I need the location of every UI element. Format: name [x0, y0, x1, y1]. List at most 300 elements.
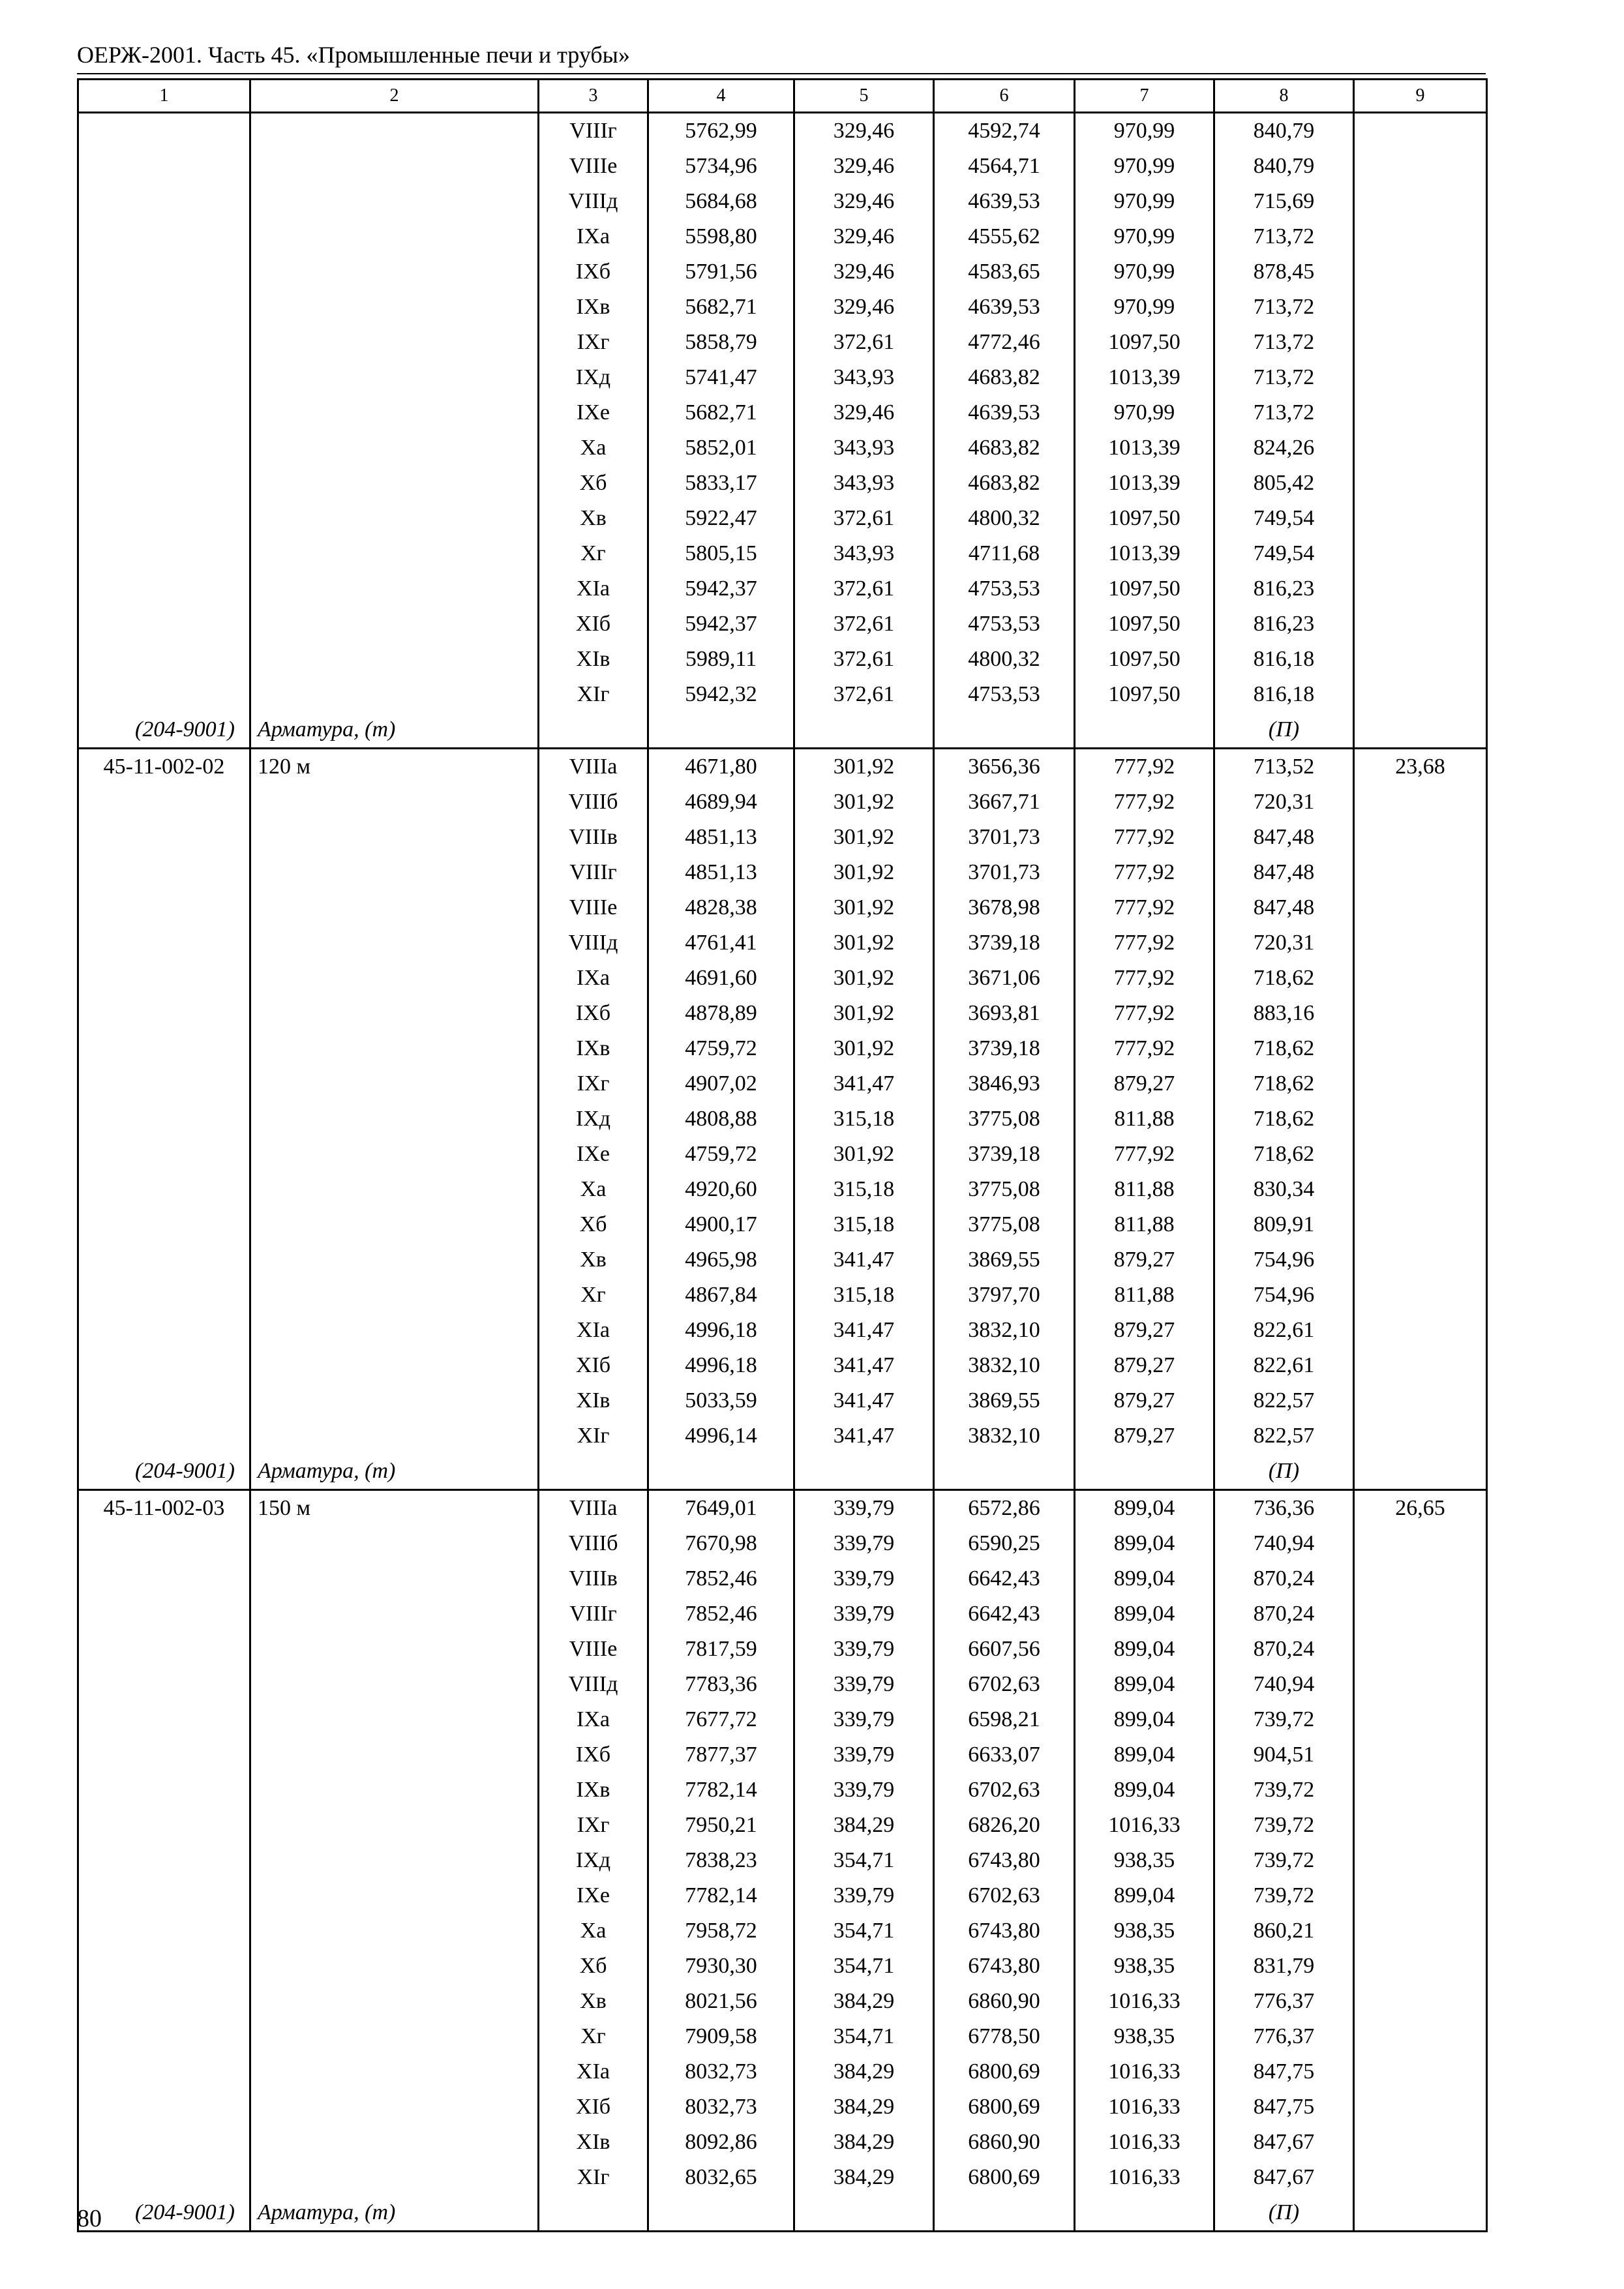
- rate-name-cell: [250, 1702, 539, 1737]
- wages-cell: 354,71: [794, 1843, 934, 1878]
- rate-name-cell: [250, 1278, 539, 1313]
- zone-cell: IXг: [539, 1808, 648, 1843]
- operator-wages-cell: 899,04: [1075, 1632, 1214, 1667]
- materials-cost-cell: 847,75: [1214, 2054, 1354, 2089]
- column-header: 1: [78, 80, 250, 113]
- resource-name-cell: Арматура, (т): [250, 712, 539, 749]
- rate-name-cell: [250, 1878, 539, 1913]
- direct-cost-cell: 5791,56: [648, 254, 794, 290]
- direct-cost-cell: 8032,65: [648, 2160, 794, 2195]
- table-row: [78, 1313, 1487, 1348]
- table-row: [78, 1949, 1487, 1984]
- materials-cost-cell: 715,69: [1214, 184, 1354, 219]
- rate-code-cell: [78, 1773, 250, 1808]
- wages-cell: 341,47: [794, 1383, 934, 1418]
- table-row: [78, 1172, 1487, 1207]
- materials-cost-cell: 754,96: [1214, 1278, 1354, 1313]
- rate-code-cell: [78, 1596, 250, 1632]
- machine-cost-cell: 6598,21: [934, 1702, 1075, 1737]
- labor-cost-cell: [1354, 466, 1487, 501]
- zone-cell: VIIIе: [539, 1632, 648, 1667]
- machine-cost-cell: 4639,53: [934, 184, 1075, 219]
- machine-cost-cell: 6860,90: [934, 1984, 1075, 2019]
- materials-cost-cell: 830,34: [1214, 1172, 1354, 1207]
- rate-name-cell: [250, 1526, 539, 1561]
- wages-cell: 315,18: [794, 1101, 934, 1137]
- table-row: [78, 1843, 1487, 1878]
- rate-name-cell: [250, 642, 539, 677]
- operator-wages-cell: 1097,50: [1075, 325, 1214, 360]
- direct-cost-cell: 7838,23: [648, 1843, 794, 1878]
- rate-code-cell: [78, 1702, 250, 1737]
- zone-cell: Xа: [539, 1913, 648, 1949]
- direct-cost-cell: 5682,71: [648, 395, 794, 430]
- wages-cell: 329,46: [794, 113, 934, 149]
- zone-cell: XIв: [539, 2125, 648, 2160]
- direct-cost-cell: 4867,84: [648, 1278, 794, 1313]
- rate-code-cell: [78, 1242, 250, 1278]
- rate-name-cell: [250, 1313, 539, 1348]
- machine-cost-cell: 6702,63: [934, 1773, 1075, 1808]
- zone-cell: IXг: [539, 1066, 648, 1101]
- materials-cost-cell: 749,54: [1214, 536, 1354, 571]
- rate-code-cell: [78, 1737, 250, 1773]
- materials-cost-cell: 840,79: [1214, 149, 1354, 184]
- labor-cost-cell: [1354, 996, 1487, 1031]
- table-row: [78, 855, 1487, 890]
- table-row: [78, 1561, 1487, 1596]
- machine-cost-cell: 3832,10: [934, 1348, 1075, 1383]
- labor-cost-cell: [1354, 1596, 1487, 1632]
- operator-wages-cell: 1016,33: [1075, 1984, 1214, 2019]
- machine-cost-cell: 3671,06: [934, 961, 1075, 996]
- labor-cost-cell: [1354, 1632, 1487, 1667]
- table-row: [78, 290, 1487, 325]
- zone-cell: VIIIд: [539, 184, 648, 219]
- direct-cost-cell: 5833,17: [648, 466, 794, 501]
- rate-name-cell: [250, 219, 539, 254]
- machine-cost-cell: 3656,36: [934, 749, 1075, 785]
- labor-cost-cell: [1354, 2054, 1487, 2089]
- resource-class-cell: (П): [1214, 1454, 1354, 1490]
- rate-code-cell: 45-11-002-02: [78, 749, 250, 785]
- materials-cost-cell: 713,72: [1214, 395, 1354, 430]
- direct-cost-cell: 4759,72: [648, 1031, 794, 1066]
- labor-cost-cell: [1354, 1984, 1487, 2019]
- machine-cost-cell: 4753,53: [934, 571, 1075, 606]
- machine-cost-cell: 4564,71: [934, 149, 1075, 184]
- direct-cost-cell: 7950,21: [648, 1808, 794, 1843]
- empty-cell: [539, 1454, 648, 1490]
- materials-cost-cell: 904,51: [1214, 1737, 1354, 1773]
- rate-name-cell: [250, 1101, 539, 1137]
- machine-cost-cell: 4753,53: [934, 677, 1075, 712]
- materials-cost-cell: 713,52: [1214, 749, 1354, 785]
- machine-cost-cell: 3832,10: [934, 1418, 1075, 1454]
- table-row: [78, 1632, 1487, 1667]
- zone-cell: XIб: [539, 606, 648, 642]
- wages-cell: 372,61: [794, 642, 934, 677]
- materials-cost-cell: 847,48: [1214, 890, 1354, 925]
- group-footer-row: [78, 1454, 1487, 1490]
- labor-cost-cell: [1354, 1313, 1487, 1348]
- labor-cost-cell: [1354, 219, 1487, 254]
- materials-cost-cell: 840,79: [1214, 113, 1354, 149]
- direct-cost-cell: 7677,72: [648, 1702, 794, 1737]
- rate-name-cell: [250, 2054, 539, 2089]
- materials-cost-cell: 816,18: [1214, 677, 1354, 712]
- table-row: [78, 325, 1487, 360]
- labor-cost-cell: [1354, 113, 1487, 149]
- labor-cost-cell: [1354, 395, 1487, 430]
- direct-cost-cell: 4920,60: [648, 1172, 794, 1207]
- table-row: [78, 820, 1487, 855]
- rate-code-cell: [78, 1949, 250, 1984]
- wages-cell: 339,79: [794, 1526, 934, 1561]
- zone-cell: IXв: [539, 1773, 648, 1808]
- labor-cost-cell: [1354, 430, 1487, 466]
- zone-cell: VIIIб: [539, 1526, 648, 1561]
- zone-cell: IXб: [539, 996, 648, 1031]
- operator-wages-cell: 777,92: [1075, 890, 1214, 925]
- operator-wages-cell: 1013,39: [1075, 360, 1214, 395]
- operator-wages-cell: 1016,33: [1075, 1808, 1214, 1843]
- machine-cost-cell: 6778,50: [934, 2019, 1075, 2054]
- wages-cell: 339,79: [794, 1737, 934, 1773]
- table-row: [78, 1490, 1487, 1527]
- machine-cost-cell: 6743,80: [934, 1949, 1075, 1984]
- rate-code-cell: [78, 1913, 250, 1949]
- operator-wages-cell: 899,04: [1075, 1878, 1214, 1913]
- wages-cell: 372,61: [794, 501, 934, 536]
- machine-cost-cell: 6702,63: [934, 1667, 1075, 1702]
- wages-cell: 339,79: [794, 1667, 934, 1702]
- zone-cell: VIIIе: [539, 149, 648, 184]
- labor-cost-cell: [1354, 1949, 1487, 1984]
- direct-cost-cell: 7852,46: [648, 1596, 794, 1632]
- materials-cost-cell: 822,57: [1214, 1418, 1354, 1454]
- labor-cost-cell: [1354, 1526, 1487, 1561]
- operator-wages-cell: 777,92: [1075, 855, 1214, 890]
- rate-code-cell: [78, 113, 250, 149]
- materials-cost-cell: 713,72: [1214, 219, 1354, 254]
- zone-cell: VIIIб: [539, 785, 648, 820]
- zone-cell: IXе: [539, 1137, 648, 1172]
- rate-code-cell: [78, 2125, 250, 2160]
- zone-cell: XIб: [539, 1348, 648, 1383]
- wages-cell: 315,18: [794, 1278, 934, 1313]
- page-header-title: ОЕРЖ-2001. Часть 45. «Промышленные печи и трубы»: [77, 42, 630, 68]
- table-row: [78, 1702, 1487, 1737]
- materials-cost-cell: 740,94: [1214, 1526, 1354, 1561]
- table-row: [78, 254, 1487, 290]
- rate-name-cell: 150 м: [250, 1490, 539, 1527]
- wages-cell: 301,92: [794, 785, 934, 820]
- direct-cost-cell: 4671,80: [648, 749, 794, 785]
- machine-cost-cell: 3797,70: [934, 1278, 1075, 1313]
- machine-cost-cell: 4711,68: [934, 536, 1075, 571]
- column-header: 4: [648, 80, 794, 113]
- zone-cell: Xв: [539, 501, 648, 536]
- table-row: [78, 571, 1487, 606]
- labor-cost-cell: [1354, 325, 1487, 360]
- labor-cost-cell: [1354, 2019, 1487, 2054]
- direct-cost-cell: 4996,18: [648, 1313, 794, 1348]
- direct-cost-cell: 5942,32: [648, 677, 794, 712]
- rate-name-cell: [250, 1808, 539, 1843]
- zone-cell: IXд: [539, 360, 648, 395]
- zone-cell: IXб: [539, 1737, 648, 1773]
- wages-cell: 343,93: [794, 430, 934, 466]
- table-row: [78, 360, 1487, 395]
- machine-cost-cell: 3701,73: [934, 820, 1075, 855]
- operator-wages-cell: 1016,33: [1075, 2160, 1214, 2195]
- wages-cell: 339,79: [794, 1632, 934, 1667]
- table-header: [78, 80, 1487, 113]
- machine-cost-cell: 6702,63: [934, 1878, 1075, 1913]
- zone-cell: XIв: [539, 1383, 648, 1418]
- operator-wages-cell: 970,99: [1075, 113, 1214, 149]
- rate-name-cell: [250, 360, 539, 395]
- materials-cost-cell: 824,26: [1214, 430, 1354, 466]
- materials-cost-cell: 805,42: [1214, 466, 1354, 501]
- column-number-row: [78, 80, 1487, 113]
- table-row: [78, 2089, 1487, 2125]
- rate-code-cell: [78, 1561, 250, 1596]
- materials-cost-cell: 739,72: [1214, 1773, 1354, 1808]
- zone-cell: VIIIг: [539, 1596, 648, 1632]
- materials-cost-cell: 720,31: [1214, 785, 1354, 820]
- rate-name-cell: [250, 1949, 539, 1984]
- materials-cost-cell: 870,24: [1214, 1561, 1354, 1596]
- operator-wages-cell: 899,04: [1075, 1667, 1214, 1702]
- direct-cost-cell: 4996,14: [648, 1418, 794, 1454]
- labor-cost-cell: [1354, 1913, 1487, 1949]
- column-header: 7: [1075, 80, 1214, 113]
- machine-cost-cell: 4800,32: [934, 642, 1075, 677]
- machine-cost-cell: 6642,43: [934, 1561, 1075, 1596]
- materials-cost-cell: 878,45: [1214, 254, 1354, 290]
- empty-cell: [539, 712, 648, 749]
- materials-cost-cell: 822,61: [1214, 1313, 1354, 1348]
- rate-code-cell: [78, 395, 250, 430]
- operator-wages-cell: 970,99: [1075, 184, 1214, 219]
- operator-wages-cell: 811,88: [1075, 1278, 1214, 1313]
- operator-wages-cell: 777,92: [1075, 961, 1214, 996]
- machine-cost-cell: 3869,55: [934, 1242, 1075, 1278]
- operator-wages-cell: 899,04: [1075, 1773, 1214, 1808]
- wages-cell: 354,71: [794, 2019, 934, 2054]
- table-row: [78, 536, 1487, 571]
- operator-wages-cell: 811,88: [1075, 1207, 1214, 1242]
- wages-cell: 354,71: [794, 1913, 934, 1949]
- rate-code-cell: [78, 219, 250, 254]
- materials-cost-cell: 739,72: [1214, 1702, 1354, 1737]
- labor-cost-cell: [1354, 2089, 1487, 2125]
- machine-cost-cell: 6826,20: [934, 1808, 1075, 1843]
- labor-cost-cell: [1354, 1418, 1487, 1454]
- direct-cost-cell: 7670,98: [648, 1526, 794, 1561]
- rate-name-cell: [250, 820, 539, 855]
- operator-wages-cell: 938,35: [1075, 1913, 1214, 1949]
- machine-cost-cell: 3667,71: [934, 785, 1075, 820]
- direct-cost-cell: 4691,60: [648, 961, 794, 996]
- table-body: [78, 113, 1487, 2232]
- wages-cell: 384,29: [794, 2089, 934, 2125]
- zone-cell: XIа: [539, 571, 648, 606]
- zone-cell: Xг: [539, 1278, 648, 1313]
- materials-cost-cell: 822,61: [1214, 1348, 1354, 1383]
- labor-cost-cell: 26,65: [1354, 1490, 1487, 1527]
- rate-name-cell: [250, 961, 539, 996]
- direct-cost-cell: 8092,86: [648, 2125, 794, 2160]
- machine-cost-cell: 6642,43: [934, 1596, 1075, 1632]
- rate-code-cell: [78, 961, 250, 996]
- direct-cost-cell: 5852,01: [648, 430, 794, 466]
- rate-name-cell: [250, 2125, 539, 2160]
- direct-cost-cell: 5989,11: [648, 642, 794, 677]
- rate-code-cell: 45-11-002-03: [78, 1490, 250, 1527]
- operator-wages-cell: 811,88: [1075, 1101, 1214, 1137]
- materials-cost-cell: 870,24: [1214, 1632, 1354, 1667]
- rate-name-cell: [250, 1632, 539, 1667]
- resource-code-cell: (204-9001): [78, 2195, 250, 2232]
- zone-cell: Xв: [539, 1984, 648, 2019]
- operator-wages-cell: 879,27: [1075, 1313, 1214, 1348]
- zone-cell: Xг: [539, 536, 648, 571]
- table-row: [78, 1066, 1487, 1101]
- machine-cost-cell: 6800,69: [934, 2054, 1075, 2089]
- machine-cost-cell: 6572,86: [934, 1490, 1075, 1527]
- rate-name-cell: [250, 1242, 539, 1278]
- direct-cost-cell: 4900,17: [648, 1207, 794, 1242]
- operator-wages-cell: 899,04: [1075, 1526, 1214, 1561]
- rate-name-cell: [250, 395, 539, 430]
- table-row: [78, 961, 1487, 996]
- rate-name-cell: [250, 149, 539, 184]
- wages-cell: 339,79: [794, 1773, 934, 1808]
- labor-cost-cell: [1354, 1207, 1487, 1242]
- rate-code-cell: [78, 1843, 250, 1878]
- labor-cost-cell: [1354, 925, 1487, 961]
- zone-cell: IXв: [539, 1031, 648, 1066]
- machine-cost-cell: 6633,07: [934, 1737, 1075, 1773]
- wages-cell: 339,79: [794, 1561, 934, 1596]
- table-row: [78, 1667, 1487, 1702]
- rate-code-cell: [78, 466, 250, 501]
- labor-cost-cell: [1354, 677, 1487, 712]
- table-row: [78, 2125, 1487, 2160]
- table-row: [78, 677, 1487, 712]
- machine-cost-cell: 3775,08: [934, 1207, 1075, 1242]
- labor-cost-cell: [1354, 536, 1487, 571]
- table-row: [78, 1278, 1487, 1313]
- empty-cell: [1075, 1454, 1214, 1490]
- wages-cell: 301,92: [794, 890, 934, 925]
- machine-cost-cell: 3701,73: [934, 855, 1075, 890]
- operator-wages-cell: 899,04: [1075, 1561, 1214, 1596]
- table-row: [78, 642, 1487, 677]
- labor-cost-cell: [1354, 1242, 1487, 1278]
- materials-cost-cell: 776,37: [1214, 2019, 1354, 2054]
- table-row: [78, 1737, 1487, 1773]
- table-row: [78, 925, 1487, 961]
- rate-code-cell: [78, 254, 250, 290]
- wages-cell: 384,29: [794, 2160, 934, 2195]
- labor-cost-cell: [1354, 1172, 1487, 1207]
- empty-cell: [934, 712, 1075, 749]
- materials-cost-cell: 831,79: [1214, 1949, 1354, 1984]
- direct-cost-cell: 5033,59: [648, 1383, 794, 1418]
- wages-cell: 339,79: [794, 1490, 934, 1527]
- zone-cell: IXа: [539, 961, 648, 996]
- operator-wages-cell: 1016,33: [1075, 2089, 1214, 2125]
- rate-name-cell: [250, 325, 539, 360]
- empty-cell: [648, 1454, 794, 1490]
- materials-cost-cell: 754,96: [1214, 1242, 1354, 1278]
- direct-cost-cell: 4828,38: [648, 890, 794, 925]
- wages-cell: 329,46: [794, 254, 934, 290]
- wages-cell: 329,46: [794, 395, 934, 430]
- table-row: [78, 2019, 1487, 2054]
- labor-cost-cell: [1354, 1843, 1487, 1878]
- wages-cell: 341,47: [794, 1348, 934, 1383]
- wages-cell: 341,47: [794, 1313, 934, 1348]
- wages-cell: 372,61: [794, 677, 934, 712]
- labor-cost-cell: [1354, 1383, 1487, 1418]
- operator-wages-cell: 879,27: [1075, 1383, 1214, 1418]
- operator-wages-cell: 777,92: [1075, 1137, 1214, 1172]
- rate-name-cell: [250, 430, 539, 466]
- direct-cost-cell: 7649,01: [648, 1490, 794, 1527]
- rate-name-cell: [250, 1913, 539, 1949]
- materials-cost-cell: 736,36: [1214, 1490, 1354, 1527]
- rate-code-cell: [78, 785, 250, 820]
- rate-code-cell: [78, 642, 250, 677]
- labor-cost-cell: [1354, 2160, 1487, 2195]
- direct-cost-cell: 4851,13: [648, 820, 794, 855]
- zone-cell: Xа: [539, 1172, 648, 1207]
- rate-code-cell: [78, 360, 250, 395]
- zone-cell: Xб: [539, 1207, 648, 1242]
- rate-name-cell: [250, 606, 539, 642]
- table-row: [78, 996, 1487, 1031]
- labor-cost-cell: [1354, 1137, 1487, 1172]
- column-header: 5: [794, 80, 934, 113]
- operator-wages-cell: 970,99: [1075, 395, 1214, 430]
- wages-cell: 339,79: [794, 1596, 934, 1632]
- zone-cell: XIг: [539, 1418, 648, 1454]
- machine-cost-cell: 6800,69: [934, 2160, 1075, 2195]
- operator-wages-cell: 777,92: [1075, 1031, 1214, 1066]
- rate-name-cell: [250, 925, 539, 961]
- rate-code-cell: [78, 1667, 250, 1702]
- direct-cost-cell: 7782,14: [648, 1878, 794, 1913]
- machine-cost-cell: 4800,32: [934, 501, 1075, 536]
- wages-cell: 384,29: [794, 1984, 934, 2019]
- empty-cell: [1354, 1454, 1487, 1490]
- machine-cost-cell: 4753,53: [934, 606, 1075, 642]
- rate-code-cell: [78, 606, 250, 642]
- labor-cost-cell: [1354, 1737, 1487, 1773]
- labor-cost-cell: [1354, 1101, 1487, 1137]
- wages-cell: 301,92: [794, 925, 934, 961]
- direct-cost-cell: 5762,99: [648, 113, 794, 149]
- column-header: 9: [1354, 80, 1487, 113]
- labor-cost-cell: [1354, 360, 1487, 395]
- materials-cost-cell: 713,72: [1214, 325, 1354, 360]
- materials-cost-cell: 718,62: [1214, 961, 1354, 996]
